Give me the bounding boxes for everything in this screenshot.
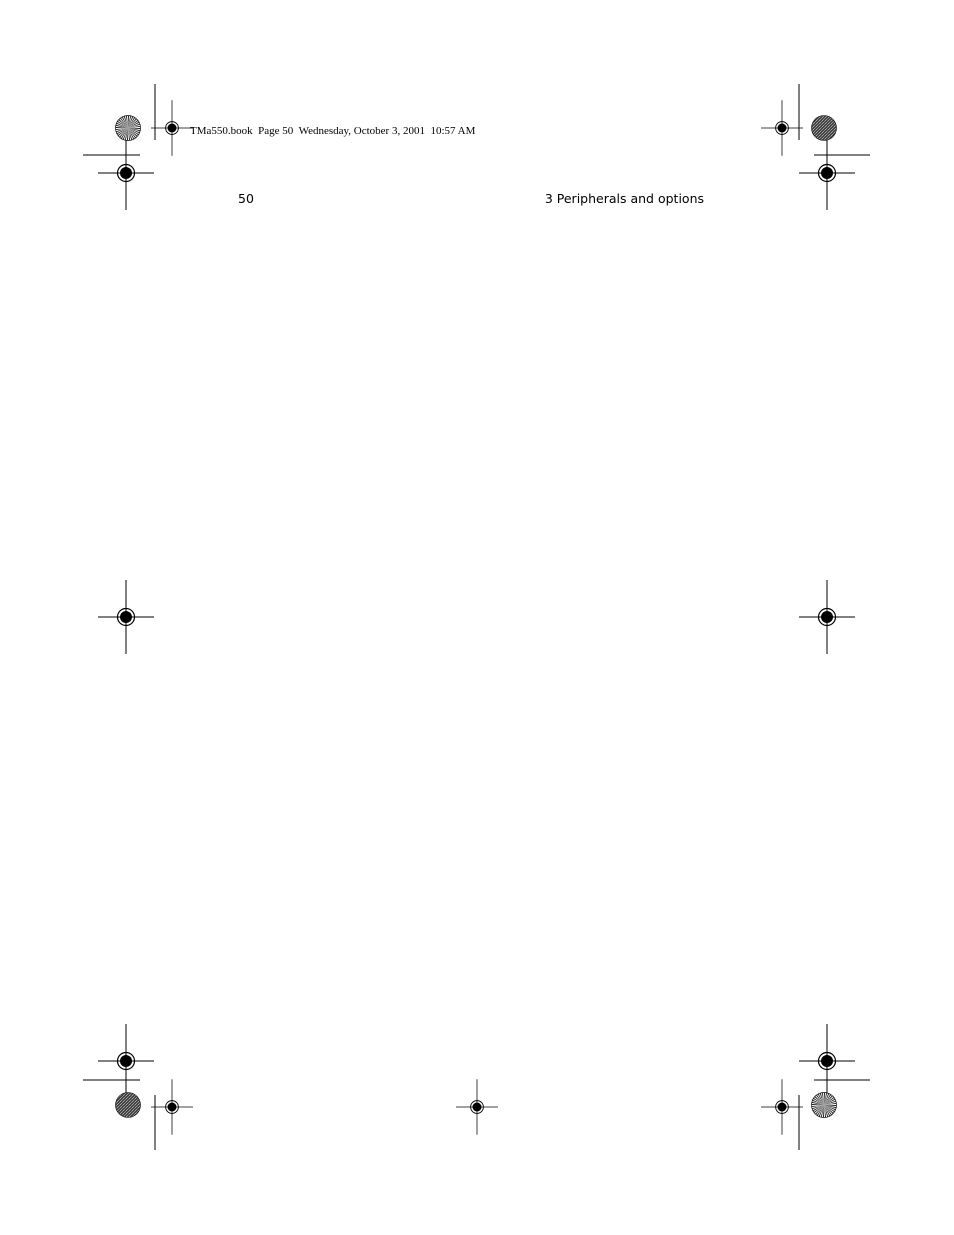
- registration-mark-icon: [799, 136, 855, 210]
- running-head: 3 Peripherals and options: [544, 191, 704, 206]
- registration-mark-icon: [98, 136, 154, 210]
- starburst-icon: [812, 1093, 837, 1118]
- registration-mark-icon: [151, 100, 193, 156]
- crop-lines: [83, 84, 870, 1150]
- registration-mark-icon: [98, 1024, 154, 1098]
- slug-line: TMa550.book Page 50 Wednesday, October 3, 2001 10:57 AM: [190, 125, 476, 137]
- registration-mark-icon: [799, 1024, 855, 1098]
- page-number: 50: [238, 191, 254, 206]
- registration-mark-icon: [456, 1079, 498, 1135]
- registration-mark-icon: [98, 580, 154, 654]
- registration-mark-icon: [151, 1079, 193, 1135]
- starburst-icon: [116, 116, 141, 141]
- registration-mark-icon: [761, 100, 803, 156]
- registration-mark-icon: [761, 1079, 803, 1135]
- tint-circle-icon: [812, 116, 837, 141]
- registration-mark-icon: [799, 580, 855, 654]
- tint-circle-icon: [116, 1093, 141, 1118]
